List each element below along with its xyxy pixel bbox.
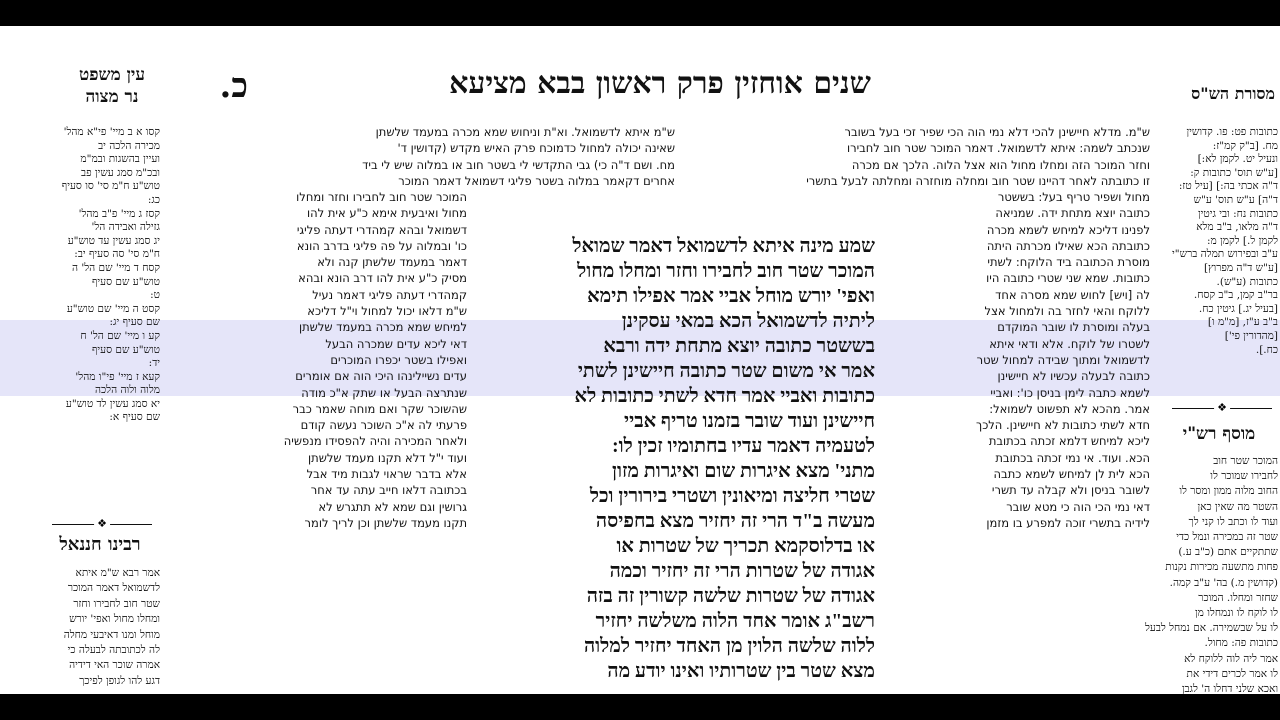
rabbeinu-chananel-line: אמר רבא ש"מ איתא: [75, 567, 160, 579]
masoret-hashas-line: [בעיל יג.] גיטין כח.: [1198, 302, 1278, 315]
tosafot-line: עדים נשיילינהו היכי הוה אם אומרים: [295, 369, 467, 384]
ein-mishpat-line: יא סמג עשין לד טוש"ע: [65, 397, 160, 410]
gemara-line: חיישינן ועוד שובר בזמנו טריף אביי: [624, 411, 875, 432]
rashi-line: מוסרת הכתובה ביד הלוקח: לשתי: [987, 255, 1150, 270]
rabbeinu-chananel-column: [40, 566, 160, 689]
musaf-rashi-heading: מוסף רש"י: [1182, 424, 1256, 444]
ein-mishpat-line: טוש"ע ח"מ סי' סו סעיף: [61, 180, 160, 193]
musaf-rashi-line: החוב מלוה ממון ומסר לו: [1179, 485, 1278, 498]
ein-mishpat-line: קע ו מיי' שם הל' ח: [80, 329, 160, 342]
tosafot-top: [185, 124, 675, 189]
rashi-line: לשטרו של לוקח. אלא ודאי איתא: [989, 336, 1150, 351]
rabbeinu-chananel-line: דגע להו לגופן לפיכך: [79, 674, 160, 687]
masoret-hashas-line: ונעיל יט. לקמן לא:]: [1197, 153, 1278, 166]
gemara-line: שמע מינה איתא לדשמואל דאמר שמואל: [572, 236, 875, 257]
rashi-line: כתובה יוצא מתחת ידה. שמניאה: [995, 206, 1150, 221]
rashi-line: כתובה לבעלה עכשיו לא חיישינן: [997, 369, 1150, 384]
ein-mishpat-line: קסז ג מיי' פ"ב מהל': [78, 207, 160, 220]
tosafot-column: [185, 189, 467, 531]
gemara-line: או בדלוסקמא תכריך של שטרות או: [616, 536, 875, 557]
musaf-rashi-line: לו על שבשמירה. אם נמחל לבעל: [1144, 622, 1278, 635]
tosafot-line: המוכר שטר חוב לחבירו וחזר ומחלו: [296, 190, 467, 204]
tosafot-line: קמהדרי דעתה פליגי דאמר נעיל: [312, 287, 467, 302]
ein-mishpat-line: כג:: [147, 193, 160, 206]
tosafot-line: שהשוכר שקר ואם מוחה שאמר כבר: [292, 401, 467, 416]
gemara-line: המוכר שטר חוב לחבירו וחזר ומחלו מחול: [577, 261, 875, 282]
musaf-rashi-line: שטר זה במכירה ונמל כדי: [1176, 531, 1278, 544]
masoret-hashas-line: ע"ב ובפירוש תמלה ברש"י: [1172, 248, 1278, 261]
masoret-hashas-line: לקמן ל.] לקמן מ:: [1207, 234, 1278, 247]
masoret-hashas-line: כתובות נח: ובי גיטין: [1197, 207, 1278, 220]
tosafot-line: שאינה יכולה למחול כדמוכח פרק האיש מקדש (קדושין ד': [397, 141, 675, 156]
masoret-hashas-line: בר"ב קמן, ב"ב קסח.: [1193, 289, 1278, 302]
tosafot-line: דשמואל ובהא קמהדרי דעתה פליגי: [296, 222, 467, 237]
gemara-line: ליתיה לדשמואל הכא במאי עסקינן: [621, 311, 875, 332]
divider-ornament: ❖: [52, 524, 152, 525]
ein-mishpat-line: קסו א ב מיי' פי"א מהל': [63, 126, 160, 138]
rashi-line: כתובתה הכא שאילו מכרתה היתה: [986, 238, 1150, 253]
rashi-line: ללוקח והאי לחזר בה ולמחול אצל: [984, 304, 1150, 319]
ein-mishpat-line: קסט ה מיי' שם טוש"ע: [66, 302, 160, 315]
masoret-hashas-line: [מהדורין פי']: [1224, 329, 1278, 342]
rashi-line: ליכא למיחש דלמא זכתה בכתובת: [988, 434, 1150, 449]
musaf-rashi-line: לו אמר לכרים דידי את: [1186, 667, 1278, 680]
masoret-hashas-heading: מסורת הש"ס: [1191, 84, 1275, 103]
tosafot-line: למיחש שמא מכרה במעמד שלשתן: [298, 320, 467, 335]
tosafot-line: אלא בדבר שראוי לגבות מיד אבל: [306, 467, 467, 482]
ein-mishpat-line: יד:: [148, 357, 160, 370]
masoret-hashas-line: [ע"ש תוס' כתובות ק:: [1190, 166, 1278, 179]
rashi-line: לדשמואל ומתוך שבידה למחול שטר: [976, 352, 1150, 367]
ein-mishpat-line: שם סעיף א:: [109, 411, 160, 424]
gemara-line: מעשה ב"ד הרי זה יחזיר מצא בחפיסה: [595, 511, 875, 532]
ein-mishpat-column: [40, 126, 160, 425]
rashi-line: אמר. מהכא לא תפשוט לשמואל:: [989, 401, 1150, 416]
tosafot-line: תקנו מעמד שלשתן וכן לריך לומר: [304, 515, 467, 530]
rashi-line: לידיה בתשרי זוכה למפרע בו מזמן: [986, 515, 1150, 530]
tosafot-line: שנתרצה הבעל או שתק א"כ מודה: [301, 385, 467, 400]
page-number: כ.: [219, 66, 248, 106]
page-header-title: שנים אוחזין פרק ראשון בבא מציעא: [449, 66, 871, 101]
ein-mishpat-line: טוש"ע שם סעיף: [91, 343, 160, 356]
rashi-top: [690, 124, 1150, 189]
tosafot-line: ש"מ איתא לדשמואל. וא"ת וניחוש שמא מכרה במעמד שלשתן: [375, 125, 675, 139]
rashi-line: זו כתובתה לאחר דהיינו שטר חוב ומחלה מוחזרה ומחלתה לבעל בתשרי: [806, 173, 1150, 188]
ein-mishpat-line: ובכ"מ סמג עשין פב: [81, 166, 160, 179]
masoret-hashas-line: כתובות (ע"ש).: [1216, 275, 1278, 288]
ein-mishpat-line: ט:: [150, 289, 160, 302]
rashi-line: לשמא כתבה לימן בניסן כו': ואביי: [990, 385, 1150, 400]
rashi-line: לשובר בניסן ולא קבלה עד תשרי: [991, 483, 1150, 498]
masoret-hashas-line: ב"ב ע"ז, [מ"מ ו]: [1207, 316, 1278, 329]
ein-mishpat-line: גזילה ואבידה הל': [91, 221, 160, 234]
gemara-line: אמר אי משום שטר כתובה חיישינן לשתי: [577, 361, 875, 382]
ein-mishpat-line: מכירה הלכה יב: [98, 139, 160, 152]
tosafot-line: מחול ואיבעית אימא כ"ע אית להו: [307, 206, 467, 221]
ein-mishpat-line: ועיין בהשגות ובמ"מ: [80, 153, 160, 166]
gemara-text: [470, 234, 875, 684]
divider-ornament: ❖: [1172, 408, 1272, 409]
musaf-rashi-line: ואכא שלני דחלו ה' לגבן: [1181, 683, 1278, 696]
musaf-rashi-line: לו לוקח לו ונמחלו מן: [1194, 607, 1278, 620]
musaf-rashi-line: המוכר שטר חוב: [1213, 455, 1278, 467]
gemara-line: בששטר כתובה יוצא מתחת ידה ורבא: [603, 336, 875, 357]
masoret-hashas-line: ד"ה] ע"ש תוס' ע"ש: [1193, 193, 1278, 206]
musaf-rashi-line: שתתקיים אתם (כ"ב ע.): [1178, 546, 1278, 559]
tosafot-line: דאמר במעמד שלשתן קנה ולא: [317, 255, 467, 270]
masoret-hashas-line: [ע"ש ד"ה מפרוץ]: [1203, 261, 1278, 274]
tosafot-line: ש"מ דלאו יכול למחול וי"ל דליכא: [307, 304, 467, 319]
rashi-line: כתובות. שמא שני שטרי כתובה היו: [986, 271, 1150, 286]
gemara-line: רשב"ג אומר אחד הלוה משלשה יחזיר: [595, 611, 875, 632]
tosafot-line: מח. ושם ד"ה כי) גבי התקדשי לי בשטר חוב או במלוה שיש לי ביד: [362, 157, 675, 172]
talmud-page: [0, 26, 1280, 694]
tosafot-line: מסיק כ"ע אית להו דרב הונא ובהא: [298, 271, 467, 286]
rashi-line: שנכתב לשמה: איתא לדשמואל. דאמר המוכר שטר חוב לחבירו: [846, 141, 1150, 156]
masoret-hashas-column: [1160, 126, 1278, 357]
tosafot-line: פרעתי לה א"כ השוכר נעשה קודם: [300, 418, 467, 433]
musaf-rashi-line: ועוד לו וכתב לו קני לך: [1188, 515, 1278, 528]
musaf-rashi-line: פחות מתשעה מכירות נקנות: [1165, 561, 1278, 574]
rabbeinu-chananel-line: מוחל ומנו דאיבעי מחלה: [63, 628, 160, 641]
ein-mishpat-line: מלוה ולוה הלכה: [95, 384, 160, 397]
rashi-line: חדא לשתי כתובות לא חיישינן. הלכך: [976, 418, 1150, 433]
musaf-rashi-line: כתובות פה: מחול.: [1204, 637, 1278, 650]
tosafot-line: בכתובה דלאו חייב עתה עד אחר: [310, 483, 467, 498]
masoret-hashas-line: מח. [ב"ק קמ"ז:: [1212, 139, 1278, 152]
tosafot-line: ואפילו בשטר יכפרו המוכרים: [330, 352, 467, 367]
ein-mishpat-line: שם סעיף יג:: [109, 316, 160, 329]
rashi-column: [885, 189, 1150, 531]
ein-mishpat-line: קעא ז מיי' פי"ו מהל': [75, 370, 160, 383]
rashi-line: הכא לית לן למיחש לשמא כתבה: [993, 467, 1150, 482]
tosafot-line: אחרים דקאמר במלוה בשטר פליגי דשמואל דאמר המוכר: [398, 173, 675, 188]
tosafot-line: ולאחר המכירה והיה להפסידו מנפשיה: [283, 434, 467, 449]
gemara-line: שטרי חליצה ומיאונין ושטרי בירורין וכל: [589, 486, 875, 507]
rashi-line: דאי נמי הכי הוה כי מטא שובר: [1006, 499, 1150, 514]
gemara-line: כתובות ואביי אמר חדא לשתי כתובות לא: [574, 386, 875, 407]
rabbeinu-chananel-heading: רבינו חננאל: [59, 534, 141, 555]
gemara-line: אגודה של שטרות שלשה קשורין זה בזה: [586, 586, 875, 607]
musaf-rashi-line: אמר ליה לוה ללוקח לא: [1184, 652, 1278, 665]
musaf-rashi-line: לחבירו שמוכר לו: [1210, 470, 1278, 483]
rabbeinu-chananel-line: לדשמואל דאמר המוכר: [67, 582, 160, 595]
musaf-rashi-column: [1144, 454, 1278, 697]
ein-mishpat-line: יג סמג עשין עד טוש"ע: [67, 234, 160, 247]
rashi-line: לה [ויש] לחוש שמא מסרה אחד: [995, 287, 1150, 302]
rashi-line: לפנינו דליכא למיחש לשמא מכרה: [986, 222, 1150, 237]
rashi-line: מחול ושפיר טריף בעל: בששטר: [997, 190, 1150, 204]
rashi-line: ש"מ. מדלא חיישינן להכי דלא נמי הוה הכי שפיר זכי בעל בשובר: [844, 125, 1150, 139]
tosafot-line: כו' ובמלוה על פה פליגי בדרב הונא: [296, 238, 467, 253]
ein-mishpat-line: ח"מ סי' סה סעיף יב:: [74, 248, 160, 261]
gemara-line: לטעמיה דאמר עדיו בחתומיו זכין לו:: [612, 436, 875, 457]
tosafot-line: ועוד י"ל דלא תקנו מעמד שלשתן: [308, 450, 467, 465]
rabbeinu-chananel-line: ומחלו מחול ואפי' יורש: [69, 613, 160, 626]
gemara-line: ואפי' יורש מוחל אביי אמר אפילו תימא: [587, 286, 875, 307]
rabbeinu-chananel-line: לה לכתובתה לבעלה כי: [67, 644, 160, 657]
rashi-line: בעלה ומוסרת לו שובר המוקדם: [997, 320, 1150, 335]
gemara-line: מתני' מצא איגרות שום ואיגרות מזון: [612, 461, 875, 482]
ein-mishpat-heading: עין משפט נר מצוה: [79, 65, 145, 107]
ein-mishpat-line: קסח ד מיי' שם הל' ה: [71, 261, 160, 274]
tosafot-line: דאי ליכא עדים שמכרה הבעל: [325, 336, 467, 351]
rashi-line: הכא. ועוד. אי נמי זכתה בכתובת: [995, 450, 1150, 465]
rabbeinu-chananel-line: אמרה שוכר האי דידיה: [69, 659, 160, 672]
masoret-hashas-line: ד"ה אכתי בה:] [עיל טז:: [1178, 180, 1278, 193]
gemara-line: מצא שטר בין שטרותיו ואינו יודע מה: [607, 661, 875, 682]
masoret-hashas-line: כתובות פט: פו. קדושין: [1186, 126, 1278, 138]
musaf-rashi-line: שחזר ומחלו. המוכר: [1198, 591, 1278, 604]
gemara-line: אגודה של שטרות הרי זה יחזיר וכמה: [609, 561, 875, 582]
rashi-line: וחזר המוכר הזה ומחלו מחול הוא אצל הלוה. הלכך אם מכרה: [851, 157, 1150, 172]
musaf-rashi-line: (קדושין מ.) בה' ע"ב קמה.: [1169, 576, 1278, 589]
tosafot-line: גרושין וגם שמא לא תתגרש לא: [318, 499, 467, 514]
masoret-hashas-line: ד"ה מלאו, ב"ב מלא: [1196, 221, 1278, 234]
rabbeinu-chananel-line: שטר חוב לחבירו וחזר: [73, 597, 160, 610]
musaf-rashi-line: השטר מה שאין כאן: [1197, 500, 1278, 513]
gemara-line: ללוה שלשה הלוין מן האחד יחזיר למלוה: [583, 636, 875, 657]
ein-mishpat-line: טוש"ע שם סעיף: [91, 275, 160, 288]
masoret-hashas-line: כח.].: [1255, 343, 1278, 356]
